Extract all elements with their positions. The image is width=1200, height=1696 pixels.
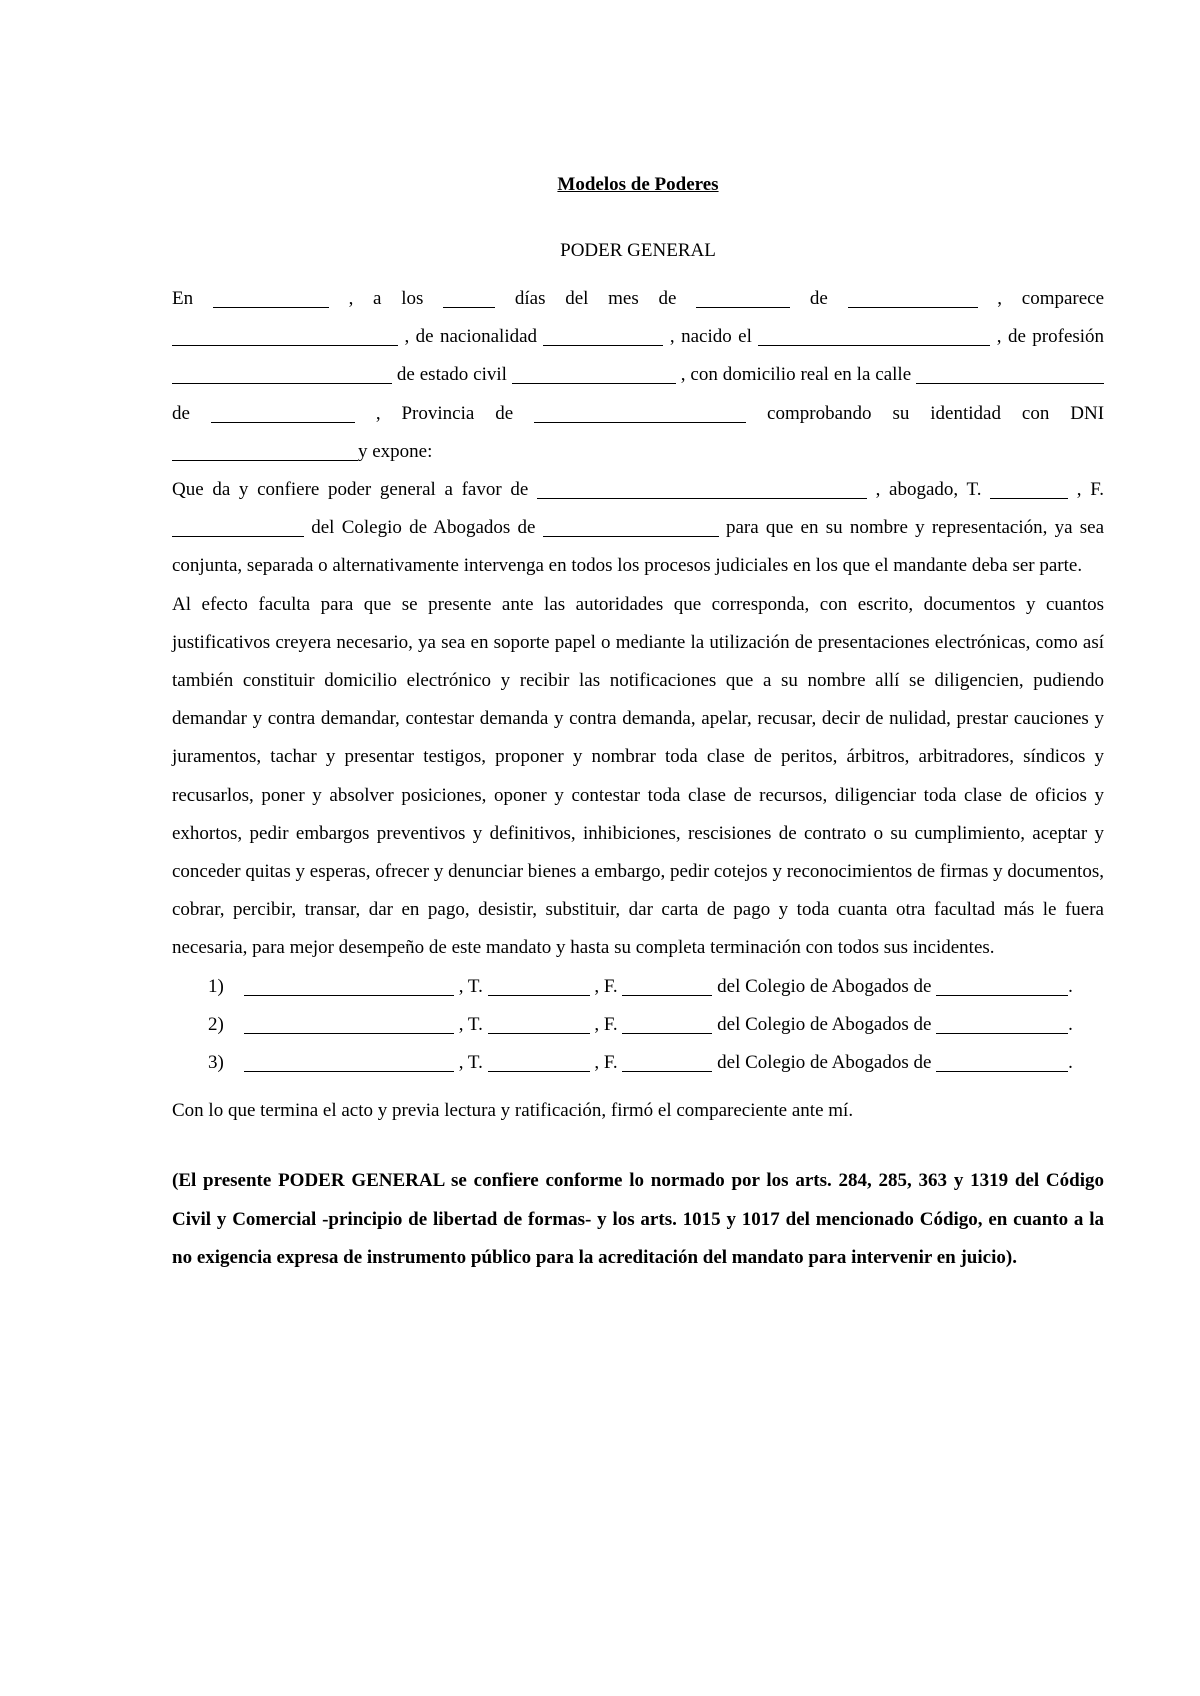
dni-blank: [172, 440, 358, 461]
text-fragment: .: [1068, 1013, 1073, 1035]
text-fragment: , Provincia de: [375, 402, 514, 424]
list-item: [172, 968, 1104, 1006]
folio-blank: [622, 1013, 712, 1034]
civil-status-blank: [512, 363, 676, 384]
attorney-blank: [244, 1013, 454, 1034]
text-fragment: del Colegio de Abogados de: [311, 517, 536, 539]
text-fragment: En: [172, 288, 194, 309]
list-marker: 2): [208, 1013, 224, 1035]
text-fragment: , F.: [594, 1052, 618, 1074]
name-blank: [172, 325, 398, 346]
text-fragment: de estado civil: [396, 364, 507, 386]
city-blank: [211, 402, 355, 423]
text-fragment: , F.: [594, 1013, 618, 1035]
attorney-blank: [244, 1051, 454, 1072]
text-fragment: .: [1068, 1052, 1073, 1074]
attorney-name-blank: [537, 478, 867, 499]
powers-paragraph: Al efecto faculta para que se presente ante las autoridades que corresponda, con escrito, documentos y cuantos justificativos creyera necesario, ya sea en soporte papel o mediante la utilización de presentaciones electrónicas, como así también constituir domicilio electrónico y recibir las notificaciones que a su nombre allí se diligencien, pudiendo demandar y contra demandar, contestar demanda y contra demanda, apelar, recusar, decir de nulidad, prestar cauciones y juramentos, tachar y presentar testigos, proponer y nombrar toda clase de peritos, árbitros, arbitradores, síndicos y recusarlos, poner y absolver posiciones, oponer y contestar toda clase de recursos, diligenciar toda clase de oficios y exhortos, pedir embargos preventivos y definitivos, inhibiciones, rescisiones de contrato o su cumplimiento, aceptar y conceder quitas y esperas, ofrecer y denunciar bienes a embargo, pedir cotejos y reconocimientos de firmas y documentos, cobrar, percibir, transar, dar en pago, desistir, substituir, dar carta de pago y toda cuanta otra facultad más le fuera necesaria, para mejor desempeño de este mandato y hasta su completa terminación con todos sus incidentes.: [172, 593, 1104, 959]
text-fragment: Que da y confiere poder general a favor de: [172, 479, 529, 501]
bar-association-blank: [936, 1013, 1068, 1034]
text-fragment: , F.: [1076, 479, 1105, 501]
tomo-blank: [488, 975, 590, 996]
text-fragment: para que en su nombre y representación, ya sea conjunta, separada o alternativamente intervenga en todos los procesos judiciales en los que el mandante deba ser parte.: [172, 517, 1105, 577]
profession-blank: [172, 363, 392, 384]
text-fragment: comprobando su identidad con DNI: [767, 402, 1105, 424]
text-fragment: , F.: [594, 975, 618, 997]
text-fragment: , abogado, T.: [875, 479, 982, 501]
text-fragment: y expone:: [358, 440, 433, 462]
nationality-blank: [543, 325, 663, 346]
list-item: [172, 1044, 1104, 1082]
month-blank: [696, 287, 790, 308]
text-fragment: , T.: [458, 1013, 483, 1035]
street-blank: [916, 363, 1104, 384]
folio-blank: [622, 1051, 712, 1072]
place-blank: [213, 287, 329, 308]
text-fragment: días del mes de: [514, 288, 677, 309]
tomo-blank: [990, 478, 1068, 499]
document-title: Modelos de Poderes: [557, 174, 719, 195]
list-marker: 1): [208, 975, 224, 997]
text-fragment: , comparece: [997, 288, 1105, 309]
text-fragment: del Colegio de Abogados de: [717, 975, 932, 997]
text-fragment: , con domicilio real en la calle: [680, 364, 912, 386]
legal-note: (El presente PODER GENERAL se confiere conforme lo normado por los arts. 284, 285, 363 y 1319 del Código Civil y Comercial -principio de libertad de formas- y los arts. 1015 y 1017 del mencionado Código, en cuanto a la no exigencia expresa de instrumento público para la acreditación del mandato para intervenir en juicio).: [172, 1170, 1104, 1268]
document-subtitle: PODER GENERAL: [560, 240, 716, 261]
text-fragment: , de nacionalidad: [404, 326, 538, 348]
day-blank: [443, 287, 495, 308]
attorney-list: [172, 968, 1104, 1083]
bar-association-blank: [936, 975, 1068, 996]
bar-association-blank: [543, 516, 719, 537]
text-fragment: , nacido el: [669, 326, 752, 348]
birth-date-blank: [758, 325, 990, 346]
text-fragment: , de profesión: [996, 326, 1105, 348]
grant-paragraph: [172, 471, 1104, 586]
text-fragment: de: [172, 402, 190, 424]
province-blank: [534, 402, 746, 423]
folio-blank: [622, 975, 712, 996]
list-marker: 3): [208, 1052, 224, 1074]
text-fragment: de: [809, 288, 828, 309]
text-fragment: , a los: [348, 288, 424, 309]
folio-blank: [172, 516, 304, 537]
year-blank: [848, 287, 978, 308]
attorney-blank: [244, 975, 454, 996]
text-fragment: del Colegio de Abogados de: [717, 1013, 932, 1035]
text-fragment: , T.: [458, 1052, 483, 1074]
bar-association-blank: [936, 1051, 1068, 1072]
text-fragment: .: [1068, 975, 1073, 997]
list-item: [172, 1006, 1104, 1044]
appearance-paragraph: [172, 280, 1104, 471]
tomo-blank: [488, 1013, 590, 1034]
text-fragment: del Colegio de Abogados de: [717, 1052, 932, 1074]
text-fragment: , T.: [458, 975, 483, 997]
closing-paragraph: Con lo que termina el acto y previa lectura y ratificación, firmó el compareciente ante mí.: [172, 1100, 854, 1122]
tomo-blank: [488, 1051, 590, 1072]
